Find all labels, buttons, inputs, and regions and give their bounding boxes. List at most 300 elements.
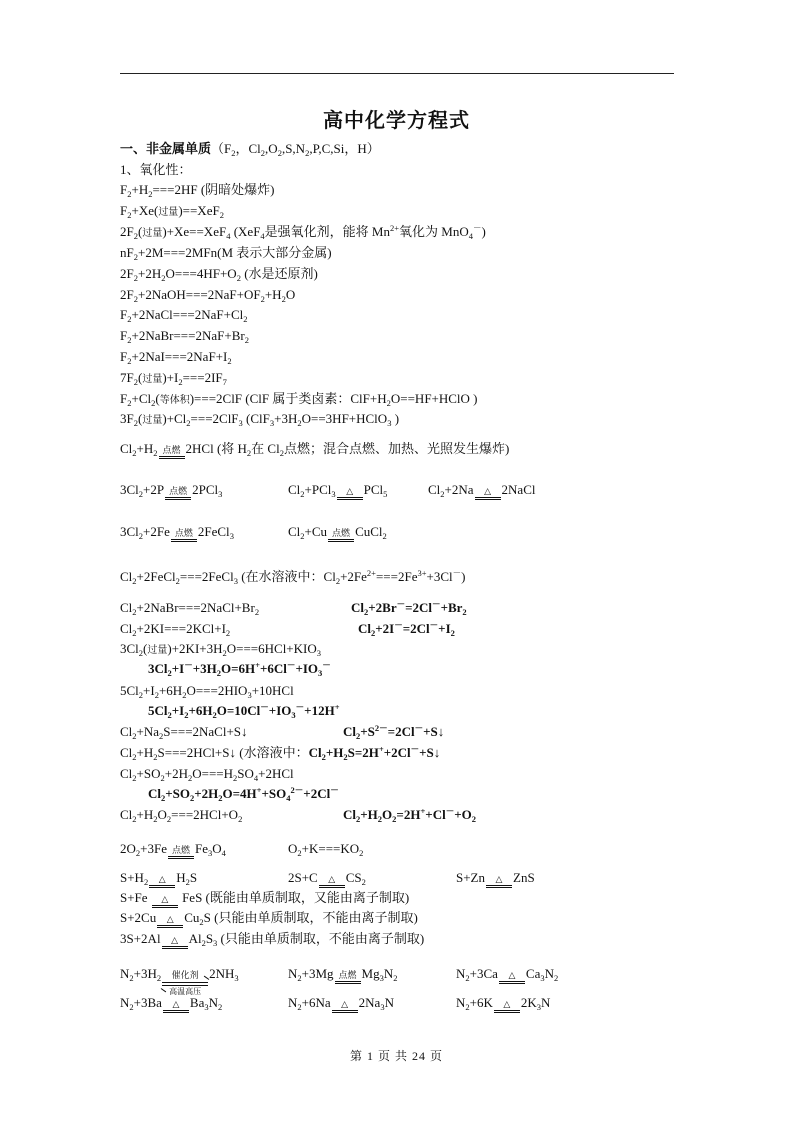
- text-run: +H: [131, 182, 149, 197]
- subscript: 2: [143, 877, 149, 887]
- text-run: CuCl: [355, 524, 383, 539]
- reaction-condition-arrow: [161, 936, 189, 949]
- double-bar: [494, 1010, 520, 1013]
- text-run: N: [120, 995, 130, 1010]
- text-run: +3Fe: [140, 841, 167, 856]
- text-run: )===2ClF (ClF 属于类卤素：ClF+H: [189, 391, 387, 406]
- subscript: 2: [343, 752, 348, 762]
- equation-line: [120, 411, 399, 429]
- subscript: 3: [238, 418, 243, 428]
- subscript: 2: [132, 607, 137, 617]
- subscript: 2: [161, 273, 166, 283]
- equation-line: [120, 600, 259, 616]
- text-run: Cl: [288, 524, 301, 539]
- condition-label: △: [503, 1000, 511, 1010]
- text-run: O: [288, 841, 298, 856]
- subscript: 2: [279, 448, 284, 458]
- text-run: H: [176, 870, 186, 885]
- text-run: Cl: [120, 600, 133, 615]
- text-run: Cl: [120, 766, 133, 781]
- text-run: N: [288, 966, 298, 981]
- equation-line: [120, 931, 424, 949]
- text-run: Ca: [525, 966, 541, 981]
- double-bar: [168, 856, 194, 859]
- reaction-condition-arrow: [318, 875, 346, 888]
- equation-line: [120, 182, 275, 198]
- subscript: 2: [127, 356, 132, 366]
- superscript: +: [255, 660, 260, 670]
- equation-line: [120, 482, 222, 500]
- subscript: 3: [291, 710, 296, 720]
- text-run: Fe: [194, 841, 208, 856]
- reaction-condition-arrow: [148, 875, 176, 888]
- text-run: FeS (既能由单质制取，又能由离子制取): [178, 890, 410, 905]
- subscript: 3: [247, 690, 252, 700]
- subscript: 3: [536, 1002, 542, 1012]
- equation-line: [456, 995, 550, 1013]
- subscript: 2: [471, 814, 476, 824]
- superscript: －: [396, 599, 406, 609]
- subscript: 2: [335, 576, 341, 586]
- superscript: +: [256, 785, 262, 795]
- subscript: 2: [219, 210, 224, 220]
- text-run: N: [544, 966, 555, 981]
- text-run: +I: [143, 683, 155, 698]
- subscript: 3: [387, 418, 392, 428]
- ionic-equation: [343, 807, 476, 823]
- equation-line: [428, 482, 536, 500]
- subscript: 2: [159, 731, 164, 741]
- subscript: 3: [218, 489, 223, 499]
- equation-line: [120, 890, 409, 908]
- subscript: 3: [204, 1002, 209, 1012]
- text-run: F: [120, 391, 128, 406]
- equation-line: [456, 966, 558, 984]
- subscript: 2: [554, 973, 559, 983]
- text-run: +2HCl: [258, 766, 294, 781]
- section-heading: [120, 141, 380, 158]
- text-run: +3H: [133, 966, 157, 981]
- subscript: 2: [184, 710, 189, 720]
- condition-label: △: [346, 487, 354, 497]
- subscript: 2: [277, 148, 282, 158]
- text-run: 2F: [120, 224, 134, 239]
- subscript: 4: [221, 848, 226, 858]
- superscript: －: [452, 568, 462, 578]
- text-run: +3Mg: [301, 966, 334, 981]
- equation-line: [120, 724, 248, 740]
- text-run: +2NaBr===2NaF+Br: [131, 328, 245, 343]
- subscript: 5: [383, 489, 388, 499]
- text-run: Cl: [120, 724, 133, 739]
- text-run: O: [285, 287, 296, 302]
- subscript: 2: [154, 690, 159, 700]
- text-run: +I: [438, 621, 451, 636]
- text-run: 2NH: [209, 966, 235, 981]
- subscript: 2: [135, 848, 141, 858]
- text-run: ===2IF: [182, 370, 223, 385]
- superscript: 2－: [374, 723, 388, 733]
- subscript: 3: [318, 668, 323, 678]
- superscript: +: [334, 702, 340, 712]
- text-run: S+Fe: [120, 890, 151, 905]
- text-run: +2Fe: [143, 524, 170, 539]
- subscript: 2: [356, 814, 361, 824]
- text-run: +2M===2MFn(M 表示大部分金属): [137, 245, 332, 260]
- text-run: 2F: [120, 266, 134, 281]
- subscript: 2: [377, 814, 383, 824]
- equation-line: [120, 995, 222, 1013]
- text-run: PCl: [363, 482, 384, 497]
- equation-line: [120, 841, 226, 859]
- subscript: 2: [166, 814, 172, 824]
- equation-line: [288, 841, 363, 857]
- text-run: +H: [136, 441, 154, 456]
- subscript: 2: [160, 773, 165, 783]
- text-run: =2Cl: [402, 621, 430, 636]
- text-run: 过量: [147, 645, 168, 656]
- subscript: 2: [462, 607, 467, 617]
- text-run: ===2FeCl: [179, 569, 234, 584]
- text-run: Cl: [351, 600, 364, 615]
- condition-label: 点燃: [162, 446, 181, 456]
- subscript: 4: [253, 773, 259, 783]
- text-run: Cl: [288, 482, 301, 497]
- subscript: 2: [300, 531, 305, 541]
- text-run: Cl: [120, 745, 133, 760]
- text-run: 是强氧化剂，能将 Mn: [264, 224, 390, 239]
- text-run: ===2Fe: [375, 569, 418, 584]
- subscript: 2: [187, 773, 193, 783]
- double-bar: [319, 885, 345, 888]
- subscript: 2: [133, 418, 138, 428]
- text-run: Cl: [308, 745, 322, 760]
- text-run: N: [120, 966, 130, 981]
- text-run: 2HCl (将 H: [185, 441, 247, 456]
- reaction-condition-arrow: [151, 895, 179, 908]
- text-run: +I: [171, 703, 185, 718]
- text-run: N: [456, 966, 466, 981]
- text-run: +12H: [304, 703, 335, 718]
- subscript: 2: [361, 877, 366, 887]
- superscript: －: [322, 660, 331, 670]
- text-run: N: [208, 995, 219, 1010]
- equation-line: [120, 745, 440, 761]
- text-run: +SO: [136, 766, 161, 781]
- superscript: +: [378, 744, 384, 754]
- superscript: －: [330, 785, 339, 795]
- subscript: 2: [132, 773, 137, 783]
- text-run: 3S+2Al: [120, 931, 161, 946]
- subscript: 2: [127, 335, 132, 345]
- subscript: 2: [356, 731, 361, 741]
- double-bar: [499, 981, 525, 984]
- text-run: 点燃；混合点燃、加热、光照发生爆炸): [283, 441, 510, 456]
- double-bar: [159, 456, 185, 459]
- subscript: 2: [161, 793, 166, 803]
- subscript: 2: [127, 189, 132, 199]
- text-run: Ba: [189, 995, 205, 1010]
- text-run: ,O: [265, 141, 278, 156]
- text-run: +2H: [194, 786, 219, 801]
- text-run: Cl: [120, 569, 133, 584]
- text-run: +2H: [164, 766, 188, 781]
- text-run: +H: [360, 807, 378, 822]
- reaction-condition-arrow: [498, 971, 526, 984]
- subscript: 2: [297, 973, 302, 983]
- text-run: Cl: [148, 786, 161, 801]
- text-run: 3Cl: [148, 661, 168, 676]
- subscript: 3: [213, 938, 218, 948]
- text-run: F: [120, 349, 128, 364]
- subscript: 2: [167, 668, 172, 678]
- text-run: 2NaCl: [501, 482, 536, 497]
- equation-line: [120, 441, 509, 459]
- ionic-equation: [358, 621, 455, 637]
- subscript: 2: [216, 668, 222, 678]
- text-run: +H: [325, 745, 344, 760]
- text-run: ===2ClF: [190, 411, 239, 426]
- subscript: 2: [167, 710, 172, 720]
- text-run: +IO: [295, 661, 319, 676]
- text-run: (ClF: [242, 411, 270, 426]
- header-rule: [120, 73, 674, 74]
- subscript: 2: [465, 973, 470, 983]
- equation-line: [120, 266, 318, 282]
- condition-label: △: [161, 895, 169, 905]
- subscript: 2: [133, 273, 138, 283]
- text-run: 过量: [142, 228, 163, 239]
- ionic-equation: [148, 786, 339, 802]
- subscript: 7: [222, 377, 227, 387]
- subscript: 2: [281, 294, 286, 304]
- text-run: 5Cl: [148, 703, 168, 718]
- subscript: 2: [260, 294, 265, 304]
- text-run: +Cl: [131, 391, 152, 406]
- text-run: +2H: [137, 266, 162, 281]
- subscript: 4: [286, 793, 291, 803]
- text-run: 2PCl: [192, 482, 219, 497]
- text-run: +2NaI===2NaF+I: [131, 349, 228, 364]
- text-run: S===2NaCl+S↓: [163, 724, 248, 739]
- subscript: 2: [133, 231, 138, 241]
- subscript: 2: [201, 938, 206, 948]
- text-run: +Xe(: [131, 203, 159, 218]
- text-run: S===2HCl+S↓ (水溶液中：: [157, 745, 309, 760]
- text-run: (: [143, 641, 148, 656]
- subscript: 3: [233, 576, 238, 586]
- condition-label: △: [328, 875, 336, 885]
- reaction-condition-arrow: [493, 1000, 521, 1013]
- text-run: N: [383, 966, 394, 981]
- condition-label: △: [495, 875, 503, 885]
- text-run: 3Cl: [120, 482, 139, 497]
- text-run: 在 Cl: [251, 441, 280, 456]
- text-run: F: [120, 182, 128, 197]
- subscript: 2: [218, 1002, 223, 1012]
- double-bar: [337, 497, 363, 500]
- text-run: +2FeCl: [136, 569, 176, 584]
- text-run: 等体积: [159, 395, 190, 406]
- text-run: nF: [120, 245, 134, 260]
- equation-line: [120, 641, 321, 659]
- reaction-condition-arrow: [162, 1000, 190, 1013]
- subscript: 2: [297, 1002, 302, 1012]
- superscript: －: [260, 702, 269, 712]
- text-run: SO: [237, 766, 254, 781]
- text-run: O=10Cl: [216, 703, 261, 718]
- condition-label: △: [171, 936, 179, 946]
- text-run: +6H: [158, 683, 183, 698]
- text-run: +S↓: [419, 745, 441, 760]
- double-bar: [163, 1010, 189, 1013]
- subscript: 2: [222, 648, 227, 658]
- text-run: (: [137, 370, 143, 385]
- text-run: ): [391, 411, 400, 426]
- text-run: +2Na: [444, 482, 474, 497]
- double-bar: [332, 1010, 358, 1013]
- text-run: O===4HF+O: [165, 266, 237, 281]
- equation-line: [120, 349, 232, 365]
- text-run: +3Cl: [426, 569, 453, 584]
- page-footer: 第 1 页 共 24 页: [349, 1049, 443, 1063]
- equation-line: [120, 966, 239, 996]
- text-run: 3Cl: [120, 641, 139, 656]
- text-run: 2FeCl: [197, 524, 230, 539]
- equation-line: [456, 870, 535, 888]
- text-run: +Cl: [425, 807, 446, 822]
- subscript: 2: [133, 377, 138, 387]
- text-run: +3H: [192, 661, 217, 676]
- equation-line: [120, 870, 197, 888]
- text-run: )+I: [162, 370, 179, 385]
- subscript: 2: [364, 607, 369, 617]
- text-run: (: [155, 391, 160, 406]
- text-run: +10HCl: [251, 683, 294, 698]
- subsection-heading: [120, 162, 192, 178]
- text-run: CS: [345, 870, 362, 885]
- double-bar: [162, 946, 188, 949]
- text-run: 2Na: [358, 995, 381, 1010]
- text-run: +SO: [165, 786, 190, 801]
- text-run: +PCl: [304, 482, 332, 497]
- equation-line: [120, 569, 466, 585]
- subscript: 2: [321, 752, 326, 762]
- text-run: N: [541, 995, 551, 1010]
- subscript: 2: [132, 752, 137, 762]
- text-run: F: [120, 328, 128, 343]
- subscript: 2: [254, 607, 260, 617]
- subscript: 2: [138, 648, 144, 658]
- page-title: 高中化学方程式: [323, 108, 470, 132]
- text-run: （F: [211, 141, 232, 156]
- subscript: 2: [227, 356, 232, 366]
- text-run: ,P,C,Si，H）: [309, 141, 380, 156]
- condition-label: 点燃: [332, 529, 351, 539]
- text-run: +SO: [261, 786, 287, 801]
- condition-label: △: [341, 1000, 349, 1010]
- text-run: O: [157, 807, 167, 822]
- equation-line: [120, 910, 418, 928]
- text-run: +H: [136, 745, 154, 760]
- text-run: 7F: [120, 370, 134, 385]
- subscript: 2: [233, 773, 238, 783]
- subscript: 2: [440, 489, 445, 499]
- catalyst-label: 催化剂: [171, 971, 199, 981]
- text-run: +Br: [440, 600, 463, 615]
- text-run: +S↓: [423, 724, 445, 739]
- text-run: O===6HCl+KIO: [226, 641, 317, 656]
- text-run: 2K: [520, 995, 537, 1010]
- text-run: +2KI===2KCl+I: [136, 621, 226, 636]
- subscript: 2: [175, 576, 180, 586]
- text-run: +6Na: [301, 995, 331, 1010]
- subscript: 2: [260, 148, 266, 158]
- text-run: +2Fe: [340, 569, 367, 584]
- subscript: 2: [129, 973, 134, 983]
- text-run: =2H: [396, 807, 421, 822]
- equation-line: [120, 766, 294, 782]
- text-run: +Cu: [304, 524, 328, 539]
- subscript: 2: [392, 814, 397, 824]
- ionic-equation: [351, 600, 467, 616]
- subscript: 3: [331, 489, 336, 499]
- equilibrium-arrows: [162, 981, 208, 987]
- text-run: O==HF+HClO ): [390, 391, 478, 406]
- condition-label: 点燃: [171, 846, 190, 856]
- condition-label: 点燃: [169, 487, 188, 497]
- subscript: 2: [186, 418, 191, 428]
- subscript: 2: [153, 448, 158, 458]
- reaction-condition-arrow: [164, 487, 192, 500]
- condition-label: 点燃: [174, 529, 193, 539]
- text-run: S+H: [120, 870, 144, 885]
- superscript: －: [286, 660, 296, 670]
- subscript: 3: [379, 973, 384, 983]
- subscript: 2: [236, 273, 241, 283]
- equation-line: [288, 870, 366, 888]
- text-run: =2Cl: [405, 600, 433, 615]
- subscript: 2: [465, 1002, 470, 1012]
- ionic-equation: [148, 703, 340, 719]
- text-run: +3Ba: [133, 995, 162, 1010]
- subscript: 2: [153, 752, 158, 762]
- text-run: (在水溶液中：Cl: [237, 569, 336, 584]
- subscript: 4: [468, 231, 473, 241]
- text-run: ): [481, 224, 486, 239]
- text-run: ): [461, 569, 466, 584]
- double-bar: [165, 497, 191, 500]
- text-run: O==3HF+HClO: [301, 411, 388, 426]
- text-run: 3F: [120, 411, 134, 426]
- text-run: Cl: [428, 482, 441, 497]
- superscript: －: [394, 620, 403, 630]
- text-run: +3H: [274, 411, 298, 426]
- superscript: －: [414, 723, 424, 733]
- reaction-condition-arrow: [158, 446, 186, 459]
- ionic-equation: [343, 724, 444, 740]
- text-run: Al: [188, 931, 202, 946]
- text-run: ，Cl: [235, 141, 261, 156]
- subscript: 2: [151, 398, 156, 408]
- subscript: 2: [178, 377, 183, 387]
- text-run: S (只能由单质制取，不能由离子制取): [203, 910, 418, 925]
- subscript: 2: [138, 531, 144, 541]
- superscript: －: [472, 223, 482, 233]
- text-run: +2Cl: [383, 745, 411, 760]
- reaction-condition-arrow: [156, 915, 184, 928]
- reaction-condition-arrow: [336, 487, 364, 500]
